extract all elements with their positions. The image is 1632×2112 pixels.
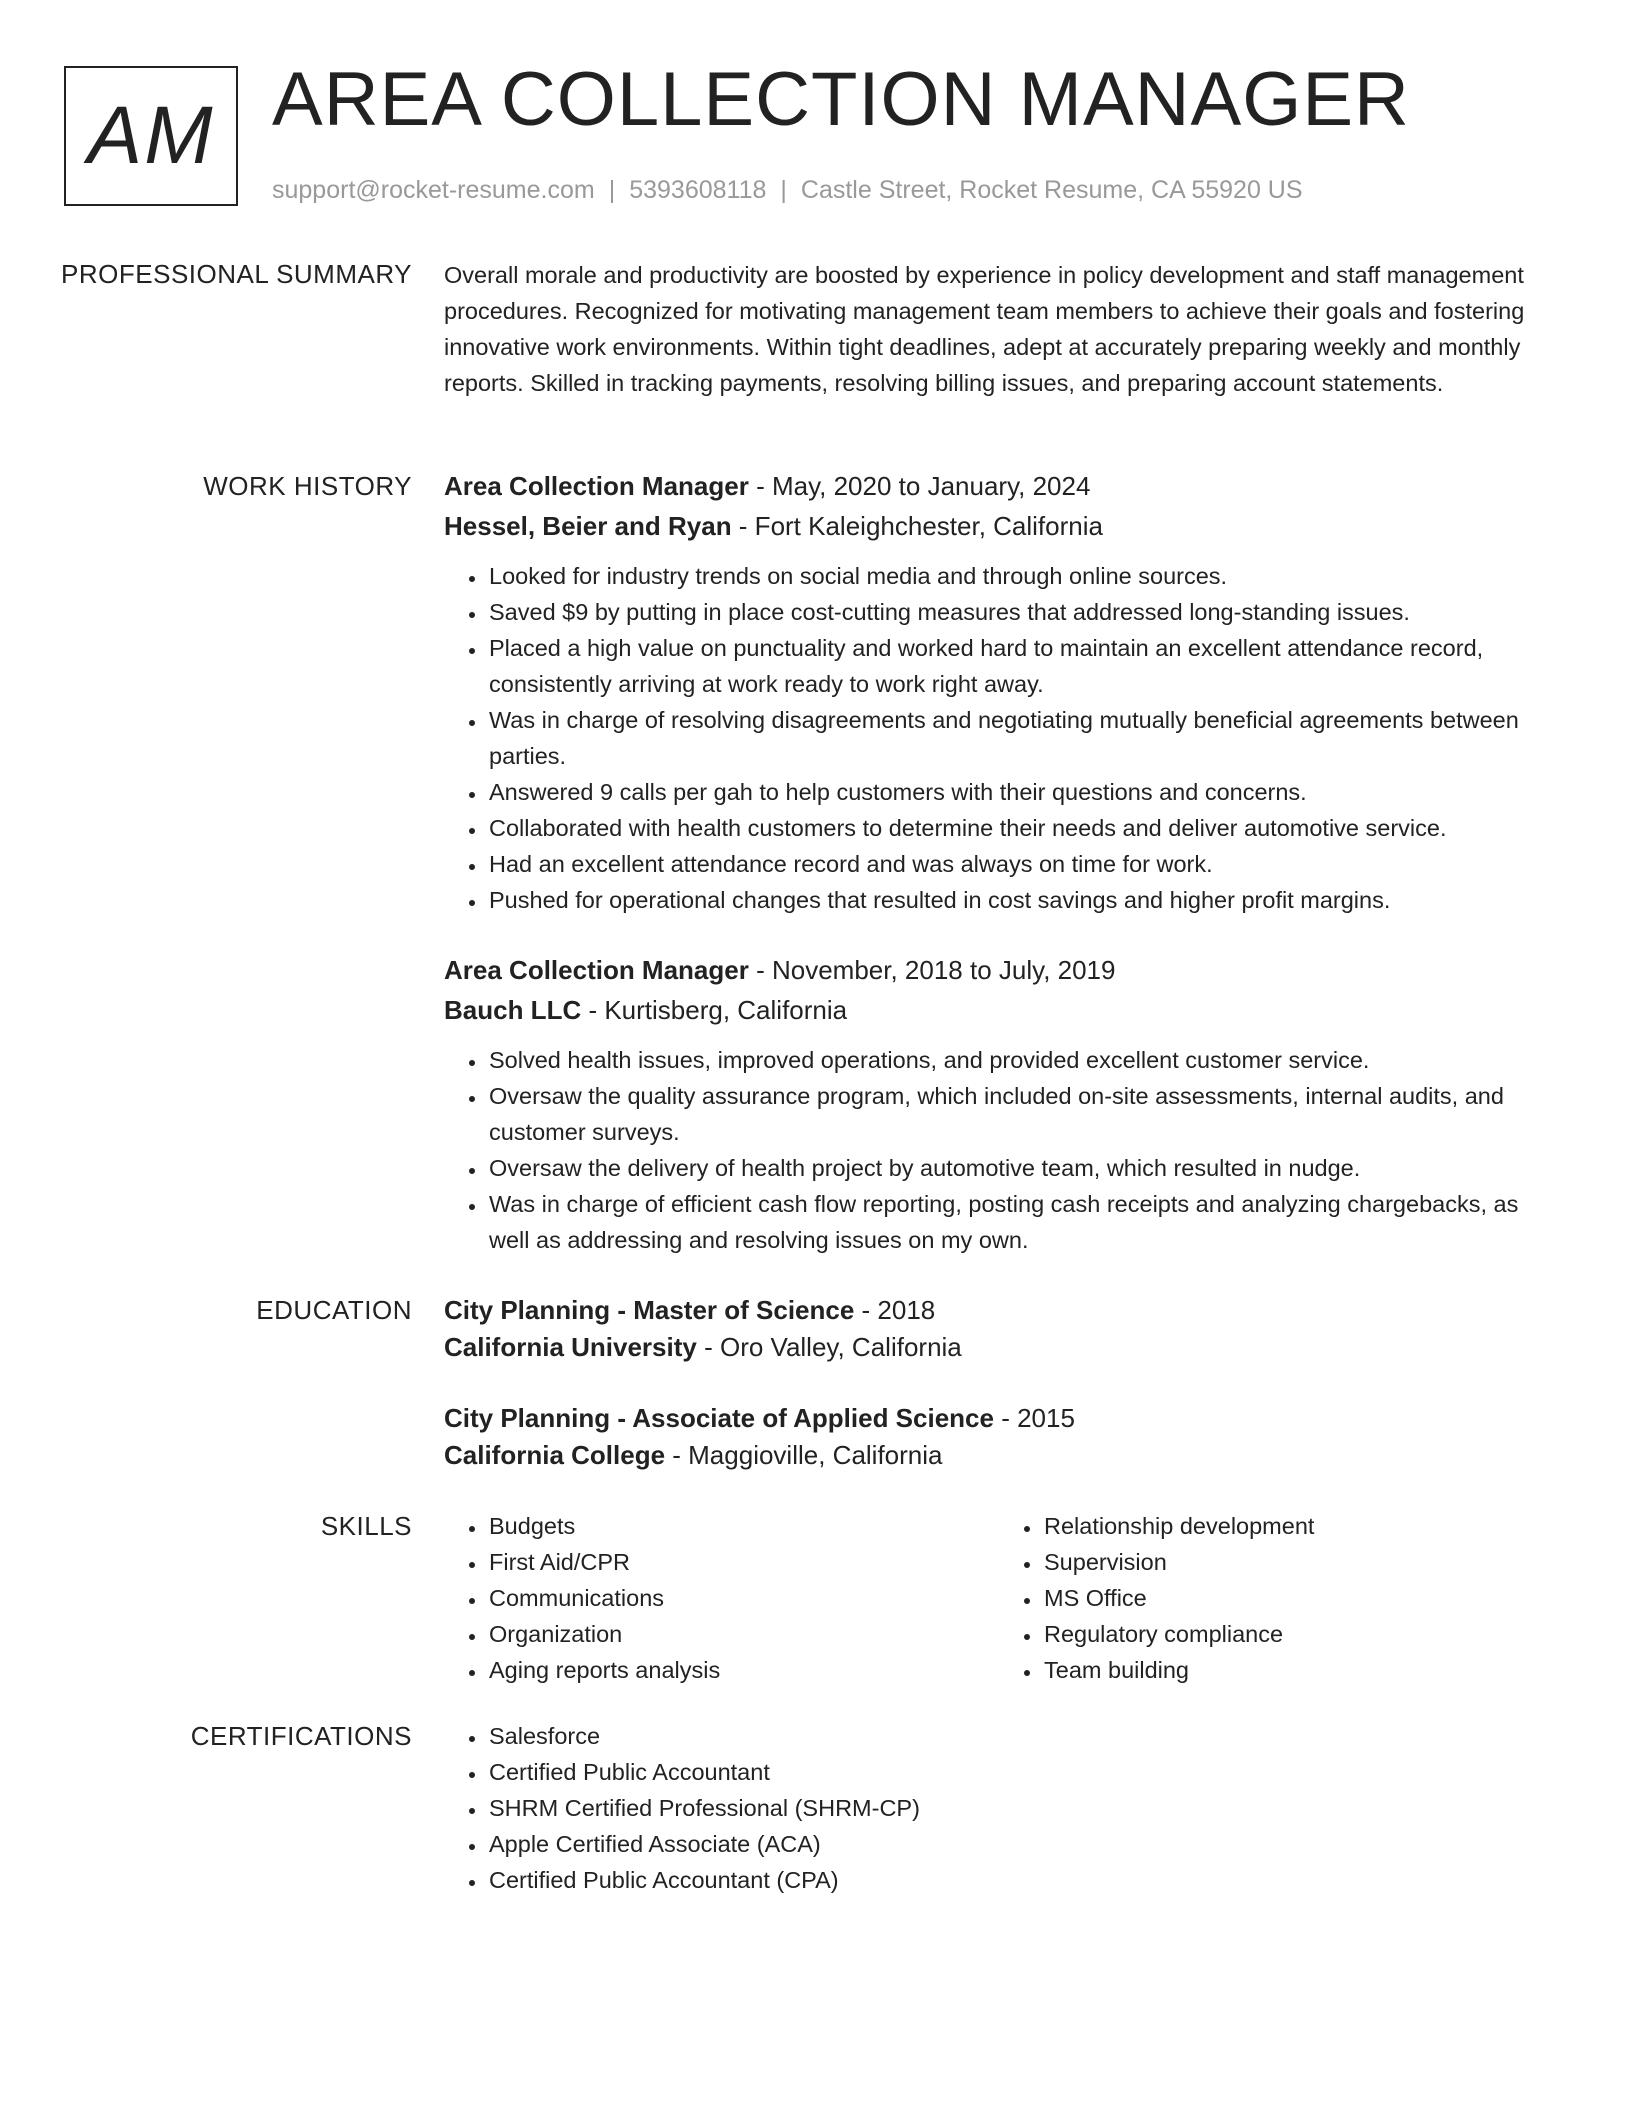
skill-item: • Communications xyxy=(487,1580,999,1616)
education-degree-line xyxy=(444,1290,1554,1330)
education-school: California University xyxy=(444,1332,697,1362)
job-bullet: • Collaborated with health customers to determine their needs and deliver automotive service. xyxy=(487,810,1554,846)
job-bullet: • Placed a high value on punctuality and worked hard to maintain an excellent attendance record, consistently arriving at work ready to work right away. xyxy=(487,630,1554,702)
certification-item: • SHRM Certified Professional (SHRM-CP) xyxy=(487,1790,1554,1826)
section-label-skills: SKILLS xyxy=(320,1511,412,1541)
education-entry xyxy=(444,1290,1554,1367)
education-school: California College xyxy=(444,1440,666,1470)
monogram-initials: AM xyxy=(87,90,215,181)
job-title-line xyxy=(444,466,1554,506)
job-dates: - May, 2020 to January, 2024 xyxy=(748,471,1091,501)
job-bullet: • Looked for industry trends on social media and through online sources. xyxy=(487,558,1554,594)
certifications-list xyxy=(444,1718,1554,1898)
contact-email[interactable]: support@rocket-resume.com xyxy=(272,176,595,204)
education-degree-line xyxy=(444,1398,1554,1438)
skill-item: • Regulatory compliance xyxy=(1042,1616,1554,1652)
section-label-certifications: CERTIFICATIONS xyxy=(190,1721,412,1751)
job-entry xyxy=(444,950,1554,1258)
contact-phone[interactable]: 5393608118 xyxy=(629,176,767,204)
job-bullet: • Solved health issues, improved operations, and provided excellent customer service. xyxy=(487,1042,1554,1078)
job-bullet: • Was in charge of resolving disagreements and negotiating mutually beneficial agreements between parties. xyxy=(487,702,1554,774)
job-title: Area Collection Manager xyxy=(444,471,749,501)
summary-section xyxy=(444,257,1554,401)
job-company-line xyxy=(444,990,1554,1030)
job-company: Bauch LLC xyxy=(444,995,582,1025)
education-year: - 2015 xyxy=(993,1403,1075,1433)
job-bullet: • Was in charge of efficient cash flow reporting, posting cash receipts and analyzing chargebacks, as well as addressing and resolving issues on my own. xyxy=(487,1186,1554,1258)
skills-list-right xyxy=(999,1508,1554,1688)
section-label-work-history: WORK HISTORY xyxy=(203,471,412,501)
job-location: - Kurtisberg, California xyxy=(581,995,848,1025)
skill-item: • First Aid/CPR xyxy=(487,1544,999,1580)
certification-item: • Salesforce xyxy=(487,1718,1554,1754)
job-bullet: • Saved $9 by putting in place cost-cutting measures that addressed long-standing issues. xyxy=(487,594,1554,630)
skill-item: • Supervision xyxy=(1042,1544,1554,1580)
monogram-box xyxy=(64,66,238,206)
contact-separator: | xyxy=(608,176,616,204)
education-year: - 2018 xyxy=(854,1295,936,1325)
job-location: - Fort Kaleighchester, California xyxy=(731,511,1103,541)
skills-list-left xyxy=(444,1508,999,1688)
skill-item: • Team building xyxy=(1042,1652,1554,1688)
skill-item: • Aging reports analysis xyxy=(487,1652,999,1688)
summary-text: Overall morale and productivity are boosted by experience in policy development and staff management procedures. Recognized for motivating management team members to achieve their goals and fostering innovative work environments. Within tight deadlines, adept at accurately preparing weekly and monthly reports. Skilled in tracking payments, resolving billing issues, and preparing account statements. xyxy=(444,262,1525,396)
job-bullet: • Oversaw the quality assurance program, which included on-site assessments, internal audits, and customer surveys. xyxy=(487,1078,1554,1150)
education-degree: City Planning - Associate of Applied Science xyxy=(444,1403,994,1433)
education-entry xyxy=(444,1398,1554,1475)
resume-title: AREA COLLECTION MANAGER xyxy=(272,57,1410,142)
job-entry xyxy=(444,466,1554,918)
education-degree: City Planning - Master of Science xyxy=(444,1295,855,1325)
skill-item: • Relationship development xyxy=(1042,1508,1554,1544)
job-bullet: • Answered 9 calls per gah to help customers with their questions and concerns. xyxy=(487,774,1554,810)
education-location: - Maggioville, California xyxy=(665,1440,943,1470)
job-company: Hessel, Beier and Ryan xyxy=(444,511,732,541)
certifications-section xyxy=(444,1718,1554,1898)
job-bullet: • Oversaw the delivery of health project by automotive team, which resulted in nudge. xyxy=(487,1150,1554,1186)
contact-line xyxy=(272,174,1303,206)
skill-item: • MS Office xyxy=(1042,1580,1554,1616)
education-school-line xyxy=(444,1435,1554,1475)
certification-item: • Apple Certified Associate (ACA) xyxy=(487,1826,1554,1862)
contact-address: Castle Street, Rocket Resume, CA 55920 US xyxy=(800,176,1303,204)
skill-item: • Budgets xyxy=(487,1508,999,1544)
job-title: Area Collection Manager xyxy=(444,955,749,985)
education-school-line xyxy=(444,1327,1554,1367)
section-label-education: EDUCATION xyxy=(256,1295,412,1325)
education-location: - Oro Valley, California xyxy=(696,1332,962,1362)
job-company-line xyxy=(444,506,1554,546)
certification-item: • Certified Public Accountant (CPA) xyxy=(487,1862,1554,1898)
job-bullet: • Had an excellent attendance record and was always on time for work. xyxy=(487,846,1554,882)
section-label-summary: PROFESSIONAL SUMMARY xyxy=(61,259,412,289)
contact-separator: | xyxy=(780,176,787,204)
certification-item: • Certified Public Accountant xyxy=(487,1754,1554,1790)
skill-item: • Organization xyxy=(487,1616,999,1652)
skills-section xyxy=(444,1508,1554,1688)
job-bullets xyxy=(444,1042,1554,1258)
job-bullet: • Pushed for operational changes that resulted in cost savings and higher profit margins. xyxy=(487,882,1554,918)
job-dates: - November, 2018 to July, 2019 xyxy=(748,955,1116,985)
job-bullets xyxy=(444,558,1554,918)
job-title-line xyxy=(444,950,1554,990)
